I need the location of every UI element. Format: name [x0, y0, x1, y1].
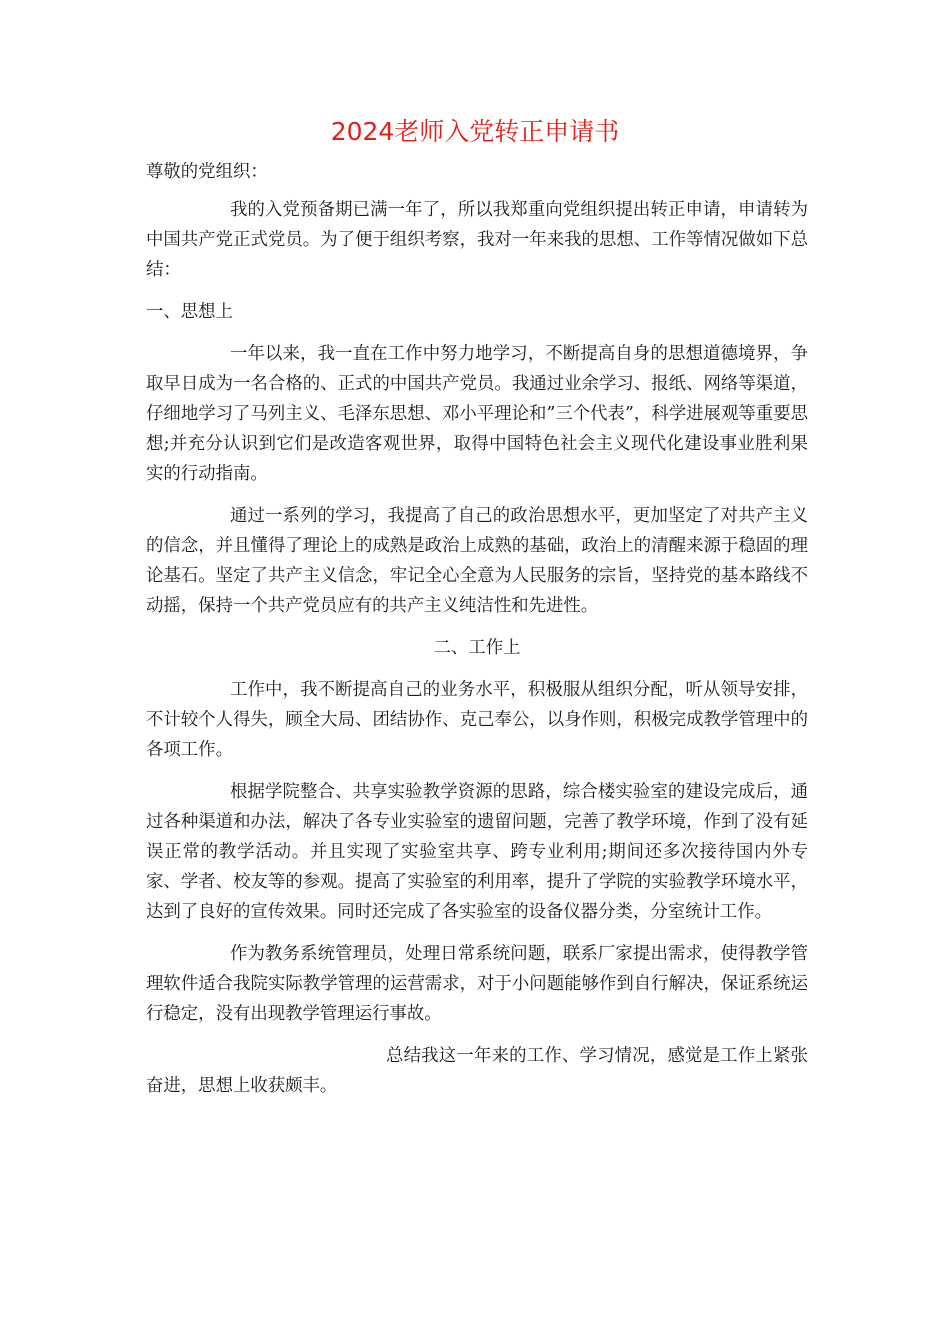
thought-paragraph-1: 一年以来，我一直在工作中努力地学习，不断提高自身的思想道德境界，争取早日成为一名合格的、正式的中国共产党员。我通过业余学习、报纸、网络等渠道，仔细地学习了马列主义、毛泽东思想、邓小平理论和”三个代表”，科学进展观等重要思想;并充分认识到它们是改造客观世界，取得中国特色社会主义现代化建设事业胜利果实的行动指南。	[146, 344, 808, 484]
document-body	[146, 157, 808, 1101]
intro-paragraph: 我的入党预备期已满一年了，所以我郑重向党组织提出转正申请，申请转为中国共产党正式党员。为了便于组织考察，我对一年来我的思想、工作等情况做如下总结：	[146, 200, 808, 280]
work-paragraph-2: 根据学院整合、共享实验教学资源的思路，综合楼实验室的建设完成后，通过各种渠道和办法，解决了各专业实验室的遗留问题，完善了教学环境，作到了没有延误正常的教学活动。并且实现了实验室共享、跨专业利用;期间还多次接待国内外专家、学者、校友等的参观。提高了实验室的利用率，提升了学院的实验教学环境水平，达到了良好的宣传效果。同时还完成了各实验室的设备仪器分类，分室统计工作。	[146, 782, 808, 922]
section-heading-work: 二、工作上	[433, 638, 521, 658]
thought-paragraph-2: 通过一系列的学习，我提高了自己的政治思想水平，更加坚定了对共产主义的信念，并且懂得了理论上的成熟是政治上成熟的基础，政治上的清醒来源于稳固的理论基石。坚定了共产主义信念，牢记全心全意为人民服务的宗旨，坚持党的基本路线不动摇，保持一个共产党员应有的共产主义纯洁性和先进性。	[146, 506, 808, 616]
document-title: 2024老师入党转正申请书	[330, 117, 620, 146]
section-heading-thought: 一、思想上	[146, 302, 233, 322]
work-paragraph-3: 作为教务系统管理员，处理日常系统问题，联系厂家提出需求，使得教学管理软件适合我院实际教学管理的运营需求，对于小问题能够作到自行解决，保证系统运行稳定，没有出现教学管理运行事故。	[146, 944, 808, 1024]
work-paragraph-1: 工作中，我不断提高自己的业务水平，积极服从组织分配，听从领导安排，不计较个人得失，顾全大局、团结协作、克己奉公，以身作则，积极完成教学管理中的各项工作。	[146, 680, 808, 760]
summary-paragraph: 总结我这一年来的工作、学习情况，感觉是工作上紧张奋进，思想上收获颇丰。	[146, 1046, 808, 1096]
salutation: 尊敬的党组织：	[146, 162, 268, 182]
